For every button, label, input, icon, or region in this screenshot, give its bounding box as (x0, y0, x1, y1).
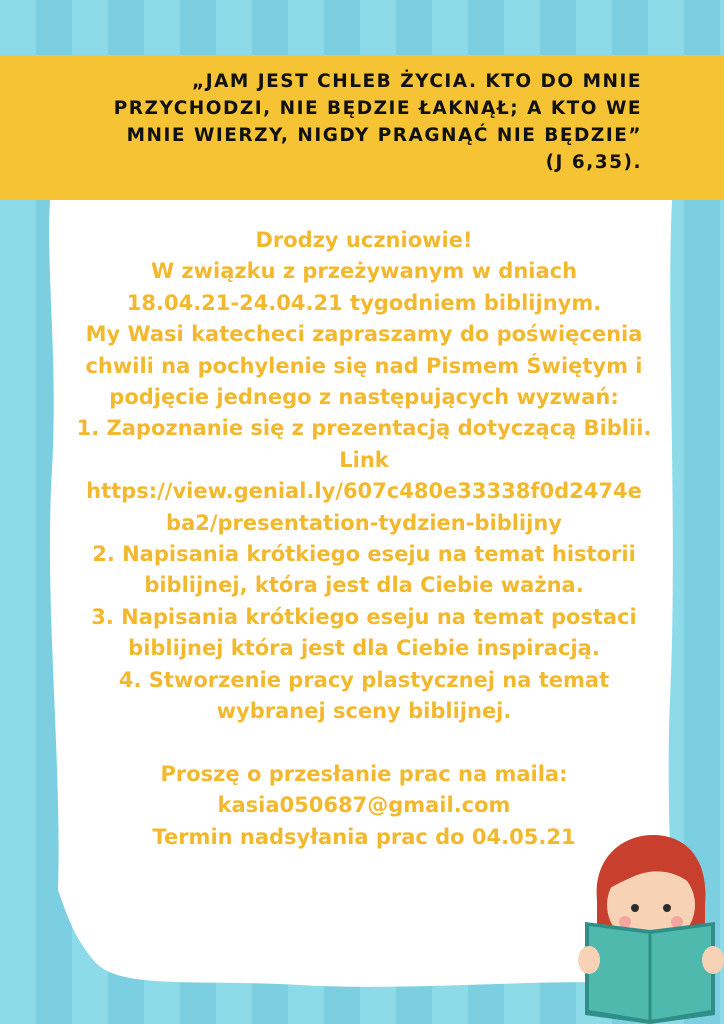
body-line: W związku z przeżywanym w dniach (150, 259, 578, 284)
challenge-4-cont: wybranej sceny biblijnej. (216, 699, 512, 724)
quote-line-3: MNIE WIERZY, NIGDY PRAGNĄĆ NIE BĘDZIE” (126, 125, 642, 146)
challenge-2-cont: biblijnej, która jest dla Ciebie ważna. (144, 573, 584, 598)
quote-line-2: PRZYCHODZI, NIE BĘDZIE ŁAKNĄŁ; A KTO WE (113, 98, 642, 119)
body-line: 18.04.21-24.04.21 tygodniem biblijnym. (126, 290, 602, 315)
submission-request: Proszę o przesłanie prac na maila: (160, 761, 568, 786)
presentation-link[interactable]: https://view.genial.ly/607c480e33338f0d2474e (86, 479, 642, 504)
quote-reference: (J 6,35). (545, 152, 642, 173)
challenge-3-cont: biblijnej która jest dla Ciebie inspiracją. (128, 636, 600, 661)
body-line: podjęcie jednego z następujących wyzwań: (109, 385, 619, 410)
girl-reading-book-icon (575, 830, 724, 1024)
challenge-4: 4. Stworzenie pracy plastycznej na temat (118, 667, 610, 692)
link-label: Link (339, 447, 389, 472)
challenge-1: 1. Zapoznanie się z prezentacją dotyczącą Biblii. (76, 416, 652, 441)
challenge-3: 3. Napisania krótkiego eseju na temat postaci (91, 604, 637, 629)
presentation-link-cont[interactable]: ba2/presentation-tydzien-biblijny (166, 510, 562, 535)
spacer (50, 728, 678, 759)
greeting: Drodzy uczniowie! (255, 228, 473, 252)
challenge-2: 2. Napisania krótkiego eseju na temat historii (92, 542, 636, 567)
announcement-text (50, 225, 678, 853)
body-line: My Wasi katecheci zapraszamy do poświęcenia (85, 322, 643, 347)
quote-line-1: „JAM JEST CHLEB ŻYCIA. KTO DO MNIE (192, 71, 642, 92)
email-address[interactable]: kasia050687@gmail.com (217, 793, 511, 818)
body-line: chwili na pochylenie się nad Pismem Świętym i (85, 353, 643, 378)
deadline: Termin nadsyłania prac do 04.05.21 (152, 824, 576, 849)
